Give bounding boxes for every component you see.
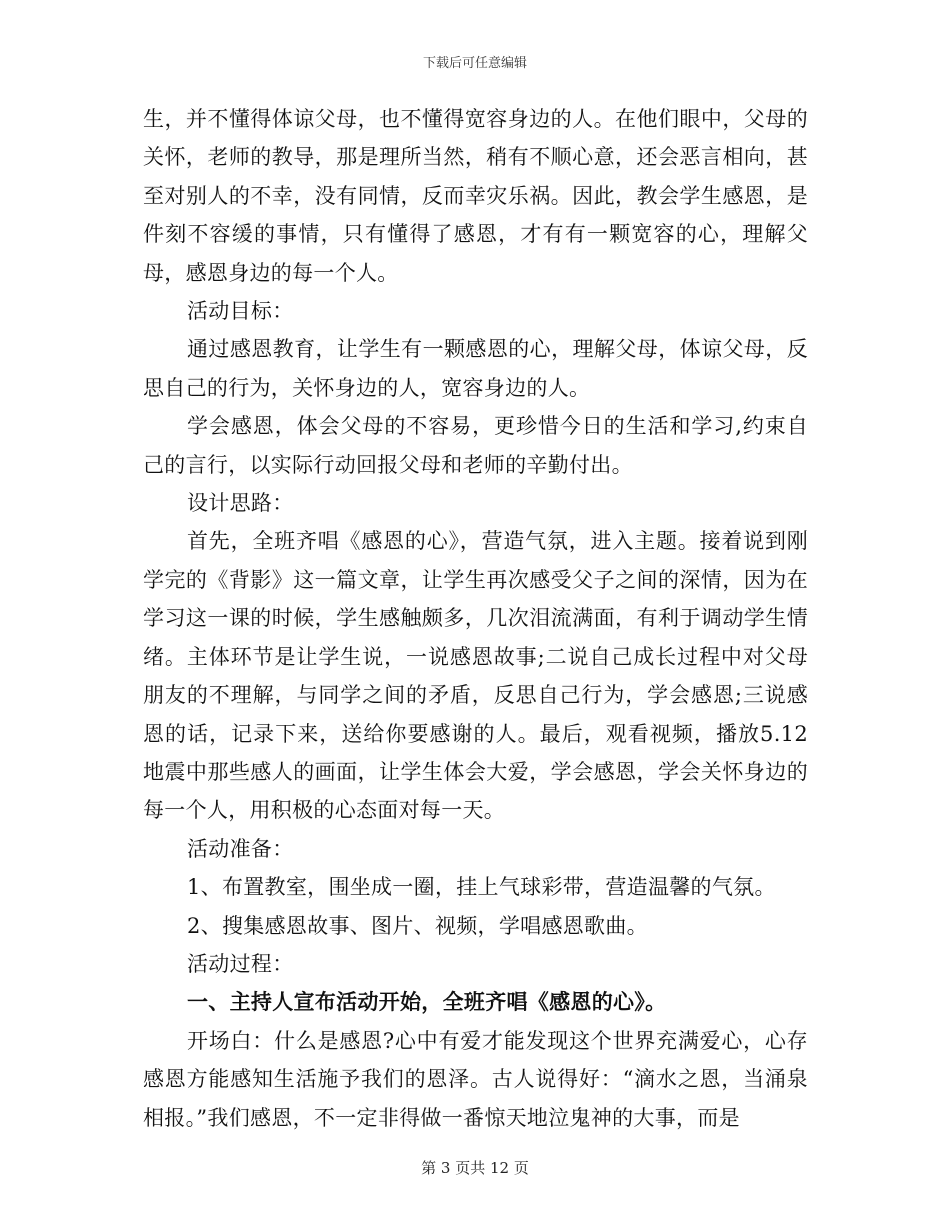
section-heading-step-1: 一、主持人宣布活动开始，全班齐唱《感恩的心》。 — [187, 989, 667, 1015]
paragraph-design-idea: 首先，全班齐唱《感恩的心》，营造气氛，进入主题。接着说到刚学完的《背影》这一篇文章，让学生再次感受父子之间的深情，因为在学习这一课的时候，学生感触颇多，几次泪流满面，有利于调动学生情绪。主体环节是让学生说，一说感恩故事;二说自己成长过程中对父母朋友的不理解，与同学之间的矛盾，反思自己行为，学会感恩;三说感恩的话，记录下来，送给你要感谢的人。最后，观看视频，播放5.12地震中那些感人的画面，让学生体会大爱，学会感恩，学会关怀身边的每一个人，用积极的心态面对每一天。 — [143, 529, 808, 823]
page-header: 下载后可任意编辑 — [422, 56, 527, 71]
list-item-preparation-2: 2、搜集感恩故事、图片、视频，学唱感恩歌曲。 — [187, 913, 648, 938]
paragraph-intro-continuation: 生，并不懂得体谅父母，也不懂得宽容身边的人。在他们眼中，父母的关怀，老师的教导，那是理所当然，稍有不顺心意，还会恶言相向，甚至对别人的不幸，没有同情，反而幸灾乐祸。因此，教会学生感恩，是件刻不容缓的事情，只有懂得了感恩，才有有一颗宽容的心，理解父母，感恩身边的每一个人。 — [143, 107, 808, 285]
heading-design-idea: 设计思路： — [187, 491, 294, 516]
list-item-preparation-1: 1、布置教室，围坐成一圈，挂上气球彩带，营造温馨的气氛。 — [187, 875, 776, 900]
heading-activity-goals: 活动目标： — [187, 299, 294, 324]
paragraph-goal-1: 通过感恩教育，让学生有一颗感恩的心，理解父母，体谅父母，反思自己的行为，关怀身边的人，宽容身边的人。 — [143, 337, 808, 400]
document-body — [143, 100, 808, 1137]
paragraph-goal-2: 学会感恩，体会父母的不容易，更珍惜今日的生活和学习,约束自己的言行，以实际行动回报父母和老师的辛勤付出。 — [143, 414, 808, 477]
page-footer: 第 3 页共 12 页 — [421, 1159, 529, 1177]
heading-activity-process: 活动过程： — [187, 951, 294, 976]
paragraph-opening-remarks: 开场白：什么是感恩?心中有爱才能发现这个世界充满爱心，心存感恩方能感知生活施予我们的恩泽。古人说得好：“滴水之恩，当涌泉相报。”我们感恩，不一定非得做一番惊天地泣鬼神的大事，而是 — [143, 1028, 808, 1130]
heading-activity-preparation: 活动准备： — [187, 836, 294, 861]
